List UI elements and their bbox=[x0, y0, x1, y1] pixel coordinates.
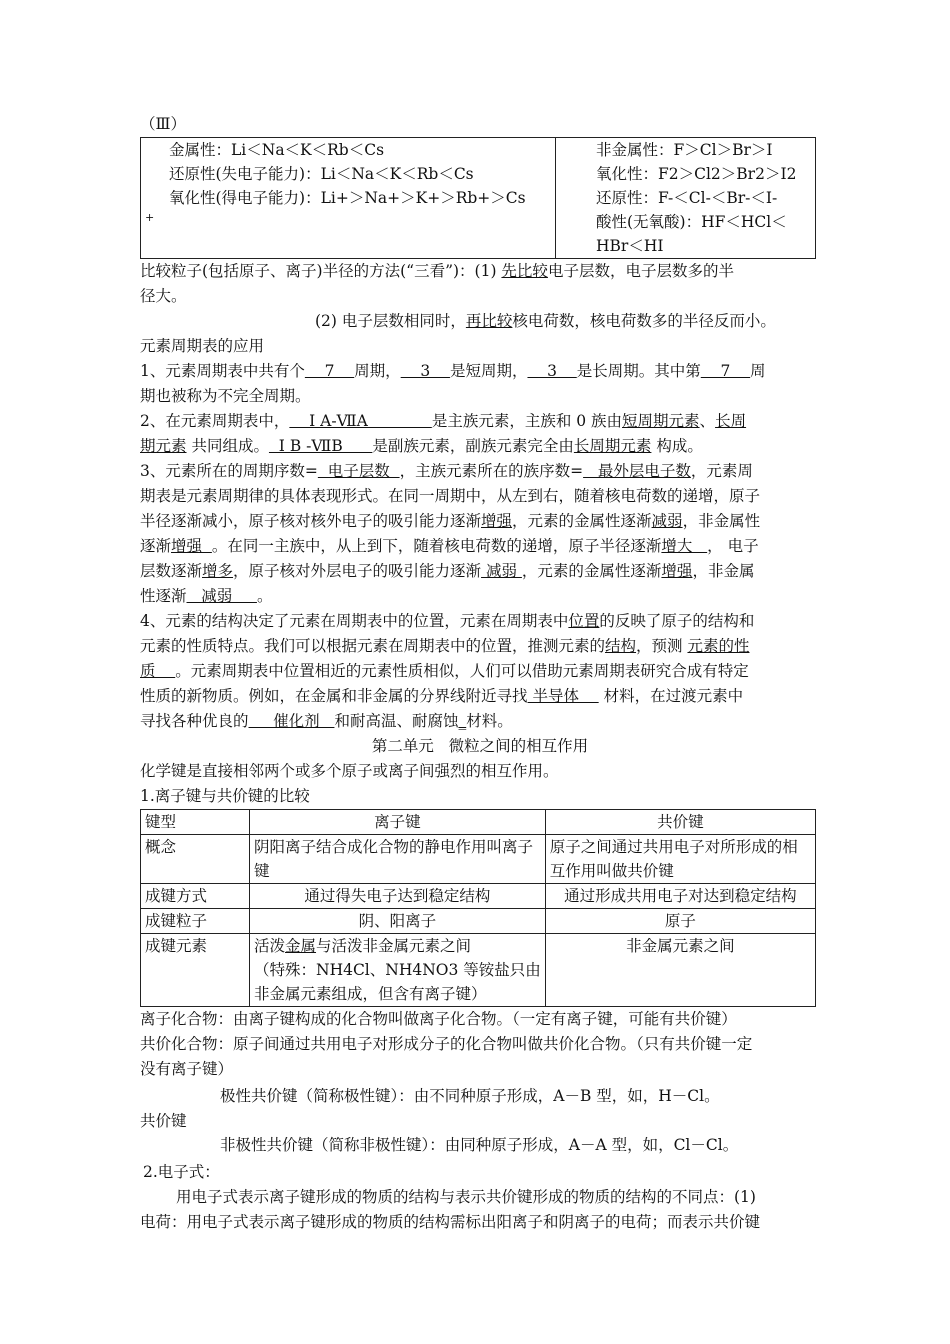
para2-line-2: 期元素 共同组成。 Ⅰ B -ⅦB 是副族元素，副族元素完全由长周期元素 构成。 bbox=[140, 437, 703, 455]
document-page bbox=[140, 112, 820, 1235]
unit2-title: 第二单元 微粒之间的相互作用 bbox=[371, 737, 589, 755]
nonmetal-line-3: 还原性：F-＜Cl-＜Br-＜I- bbox=[596, 189, 778, 207]
covalent-method-cell: 通过形成共用电子对达到稳定结构 bbox=[545, 884, 815, 909]
ionic-concept-cell: 阴阳离子结合成化合物的静电作用叫离子键 bbox=[250, 835, 546, 884]
para3-line-5: 层数逐渐增多，原子核对外层电子的吸引能力逐渐 减弱 ，元素的金属性逐渐增强，非金属 bbox=[140, 562, 755, 580]
radius-line-2: 径大。 bbox=[140, 287, 187, 305]
para1-line-2: 期也被称为不完全周期。 bbox=[140, 387, 311, 405]
electron-formula-title: 2.电子式： bbox=[143, 1163, 220, 1181]
table-row bbox=[141, 835, 816, 884]
nonmetal-line-2: 氧化性：F2＞Cl2＞Br2＞I2 bbox=[596, 165, 797, 183]
electron-formula-line-1: 用电子式表示离子键形成的物质的结构与表示共价键形成的物质的结构的不同点：(1) bbox=[176, 1188, 756, 1206]
para3-line-6: 性逐渐 减弱 。 bbox=[140, 587, 273, 605]
header-cell-ionic: 离子键 bbox=[250, 810, 546, 835]
nonpolar-bond-def: 非极性共价键（简称非极性键）：由同种原子形成，A－A 型，如，Cl－Cl。 bbox=[220, 1136, 739, 1154]
row-label: 成键元素 bbox=[141, 934, 250, 1007]
para4-line-4: 性质的新物质。例如，在金属和非金属的分界线附近寻找 半导体 材料，在过渡元素中 bbox=[140, 687, 744, 705]
comparison-title: 1.离子键与共价键的比较 bbox=[140, 787, 310, 805]
covalent-compound-def-1: 共价化合物：原子间通过共用电子对形成分子的化合物叫做共价化合物。（只有共价键一定 bbox=[140, 1035, 753, 1053]
polar-bond-def: 极性共价键（简称极性键）：由不同种原子形成，A－B 型，如，H－Cl。 bbox=[220, 1087, 720, 1105]
application-title: 元素周期表的应用 bbox=[140, 337, 265, 355]
nonmetal-line-4: 酸性(无氧酸)：HF＜HCl＜HBr＜HI bbox=[596, 213, 787, 255]
ionic-method-cell: 通过得失电子达到稳定结构 bbox=[250, 884, 546, 909]
table-row bbox=[141, 884, 816, 909]
metal-line-4: + bbox=[145, 211, 155, 224]
covalent-elements-cell: 非金属元素之间 bbox=[545, 934, 815, 1007]
metal-line-1: 金属性：Li＜Na＜K＜Rb＜Cs bbox=[169, 141, 385, 159]
nonmetal-line-1: 非金属性：F＞Cl＞Br＞I bbox=[596, 141, 773, 159]
periodicity-table bbox=[140, 137, 816, 259]
radius-line-1: 比较粒子(包括原子、离子)半径的方法(“三看”)：(1) 先比较电子层数，电子层数多的半 bbox=[140, 262, 734, 280]
para4-line-3: 质 。元素周期表中位置相近的元素性质相似，人们可以借助元素周期表研究合成有特定 bbox=[140, 662, 749, 680]
covalent-compound-def-2: 没有离子键） bbox=[140, 1060, 234, 1078]
table-row bbox=[141, 934, 816, 1007]
metal-line-3: 氧化性(得电子能力)：Li+＞Na+＞K+＞Rb+＞Cs bbox=[169, 189, 526, 207]
para3-line-3: 半径逐渐减小，原子核对核外电子的吸引能力逐渐增强，元素的金属性逐渐减弱，非金属性 bbox=[140, 512, 761, 530]
table-row bbox=[141, 909, 816, 934]
para3-line-2: 期表是元素周期律的具体表现形式。在同一周期中，从左到右，随着核电荷数的递增，原子 bbox=[140, 487, 761, 505]
electron-formula-line-2: 电荷：用电子式表示离子键形成的物质的结构需标出阳离子和阴离子的电荷；而表示共价键 bbox=[140, 1213, 761, 1231]
metal-trends-cell bbox=[141, 138, 556, 259]
para4-line-5: 寻找各种优良的 催化剂 和耐高温、耐腐蚀_材料。 bbox=[140, 712, 513, 730]
para4-line-1: 4、元素的结构决定了元素在周期表中的位置，元素在周期表中位置的反映了原子的结构和 bbox=[140, 612, 755, 630]
ionic-compound-def: 离子化合物：由离子键构成的化合物叫做离子化合物。（一定有离子键，可能有共价键） bbox=[140, 1010, 737, 1028]
row-label: 成键方式 bbox=[141, 884, 250, 909]
ionic-particles-cell: 阴、阳离子 bbox=[250, 909, 546, 934]
covalent-particles-cell: 原子 bbox=[545, 909, 815, 934]
row-label: 概念 bbox=[141, 835, 250, 884]
chem-bond-definition: 化学键是直接相邻两个或多个原子或离子间强烈的相互作用。 bbox=[140, 762, 559, 780]
para3-line-4: 逐渐增强 。在同一主族中，从上到下，随着核电荷数的递增，原子半径逐渐增大 ， 电子 bbox=[140, 537, 759, 555]
section-label: （Ⅲ） bbox=[140, 115, 186, 133]
covalent-bond-label: 共价键 bbox=[140, 1112, 187, 1130]
bond-comparison-table bbox=[140, 809, 816, 1007]
covalent-concept-cell: 原子之间通过共用电子对所形成的相互作用叫做共价键 bbox=[545, 835, 815, 884]
header-cell-covalent: 共价键 bbox=[545, 810, 815, 835]
para1-line-1: 1、元素周期表中共有个 7 周期， 3 是短周期， 3 是长周期。其中第 7 周 bbox=[140, 362, 766, 380]
ionic-elements-cell: 活泼金属与活泼非金属元素之间 （特殊：NH4Cl、NH4NO3 等铵盐只由 非金属元素组成，但含有离子键） bbox=[250, 934, 546, 1007]
nonmetal-trends-cell bbox=[556, 138, 816, 259]
header-cell-type: 键型 bbox=[141, 810, 250, 835]
row-label: 成键粒子 bbox=[141, 909, 250, 934]
metal-line-2: 还原性(失电子能力)：Li＜Na＜K＜Rb＜Cs bbox=[169, 165, 474, 183]
table-header-row bbox=[141, 810, 816, 835]
para3-line-1: 3、元素所在的周期序数= 电子层数 ，主族元素所在的族序数= 最外层电子数，元素周 bbox=[140, 462, 753, 480]
para4-line-2: 元素的性质特点。我们可以根据元素在周期表中的位置，推测元素的结构，预测 元素的性 bbox=[140, 637, 750, 655]
radius-line-3: (2) 电子层数相同时，再比较核电荷数，核电荷数多的半径反而小。 bbox=[315, 312, 776, 330]
para2-line-1: 2、在元素周期表中， Ⅰ A-ⅦA 是主族元素，主族和 0 族由短周期元素、长周 bbox=[140, 412, 747, 430]
